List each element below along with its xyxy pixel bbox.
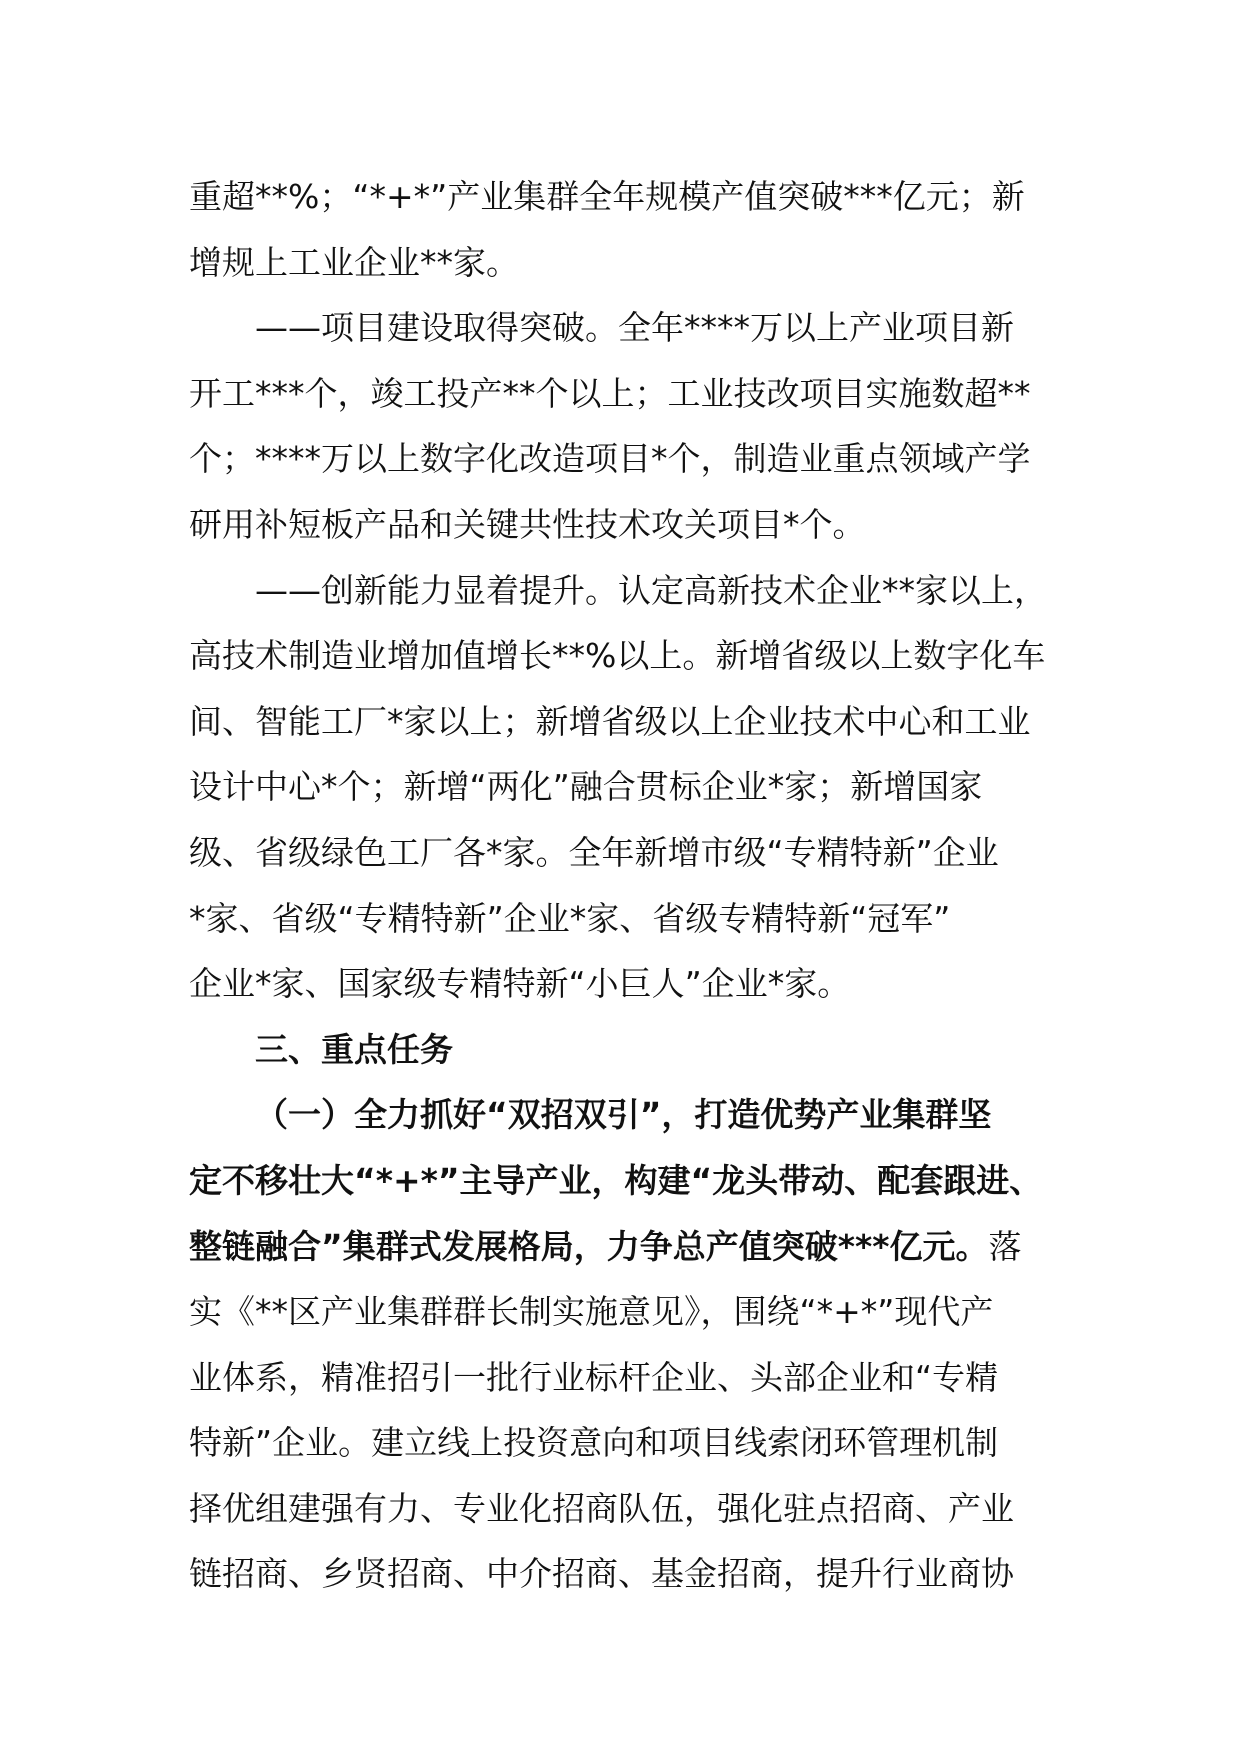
text-line: 增规上工业企业**家。 — [189, 242, 519, 282]
normal-segment: 落 — [988, 1226, 1022, 1266]
bold-segment: 整链融合”集群式发展格局，力争总产值突破***亿元。 — [189, 1226, 989, 1266]
subsection-heading: （一）全力抓好“双招双引”，打造优势产业集群坚 — [255, 1095, 992, 1135]
text-line: *家、省级“专精特新”企业*家、省级专精特新“冠军” — [189, 898, 951, 938]
text-line: 间、智能工厂*家以上；新增省级以上企业技术中心和工业 — [189, 701, 1031, 741]
text-line: 企业*家、国家级专精特新“小巨人”企业*家。 — [189, 964, 851, 1004]
text-line: 高技术制造业增加值增长**%以上。新增省级以上数字化车 — [189, 636, 1046, 676]
text-line: 实《**区产业集群群长制实施意见》，围绕“*+*”现代产 — [189, 1292, 994, 1332]
text-line: 择优组建强有力、专业化招商队伍，强化驻点招商、产业 — [189, 1488, 1014, 1528]
text-line: 链招商、乡贤招商、中介招商、基金招商，提升行业商协 — [189, 1554, 1014, 1594]
section-heading: 三、重点任务 — [255, 1029, 453, 1069]
paragraph-innovation: ——创新能力显着提升。认定高新技术企业**家以上， — [255, 570, 1047, 610]
text-line: 个；****万以上数字化改造项目*个，制造业重点领域产学 — [189, 439, 1031, 479]
text-line-mixed — [189, 1214, 1069, 1280]
document-body — [189, 164, 1069, 1607]
text-line: 开工***个，竣工投产**个以上；工业技改项目实施数超** — [189, 373, 1031, 413]
text-line: 设计中心*个；新增“两化”融合贯标企业*家；新增国家 — [189, 767, 983, 807]
text-line: 业体系，精准招引一批行业标杆企业、头部企业和“专精 — [189, 1357, 999, 1397]
text-line-bold: 定不移壮大“*+*”主导产业，构建“龙头带动、配套跟进、 — [189, 1160, 1043, 1200]
text-line: 特新”企业。建立线上投资意向和项目线索闭环管理机制 — [189, 1423, 999, 1463]
text-line: 研用补短板产品和关键共性技术攻关项目*个。 — [189, 504, 866, 544]
text-line: 级、省级绿色工厂各*家。全年新增市级“专精特新”企业 — [189, 832, 999, 872]
paragraph-project-construction: ——项目建设取得突破。全年****万以上产业项目新 — [255, 308, 1014, 348]
text-line: 重超**%；“*+*”产业集群全年规模产值突破***亿元；新 — [189, 177, 1025, 216]
